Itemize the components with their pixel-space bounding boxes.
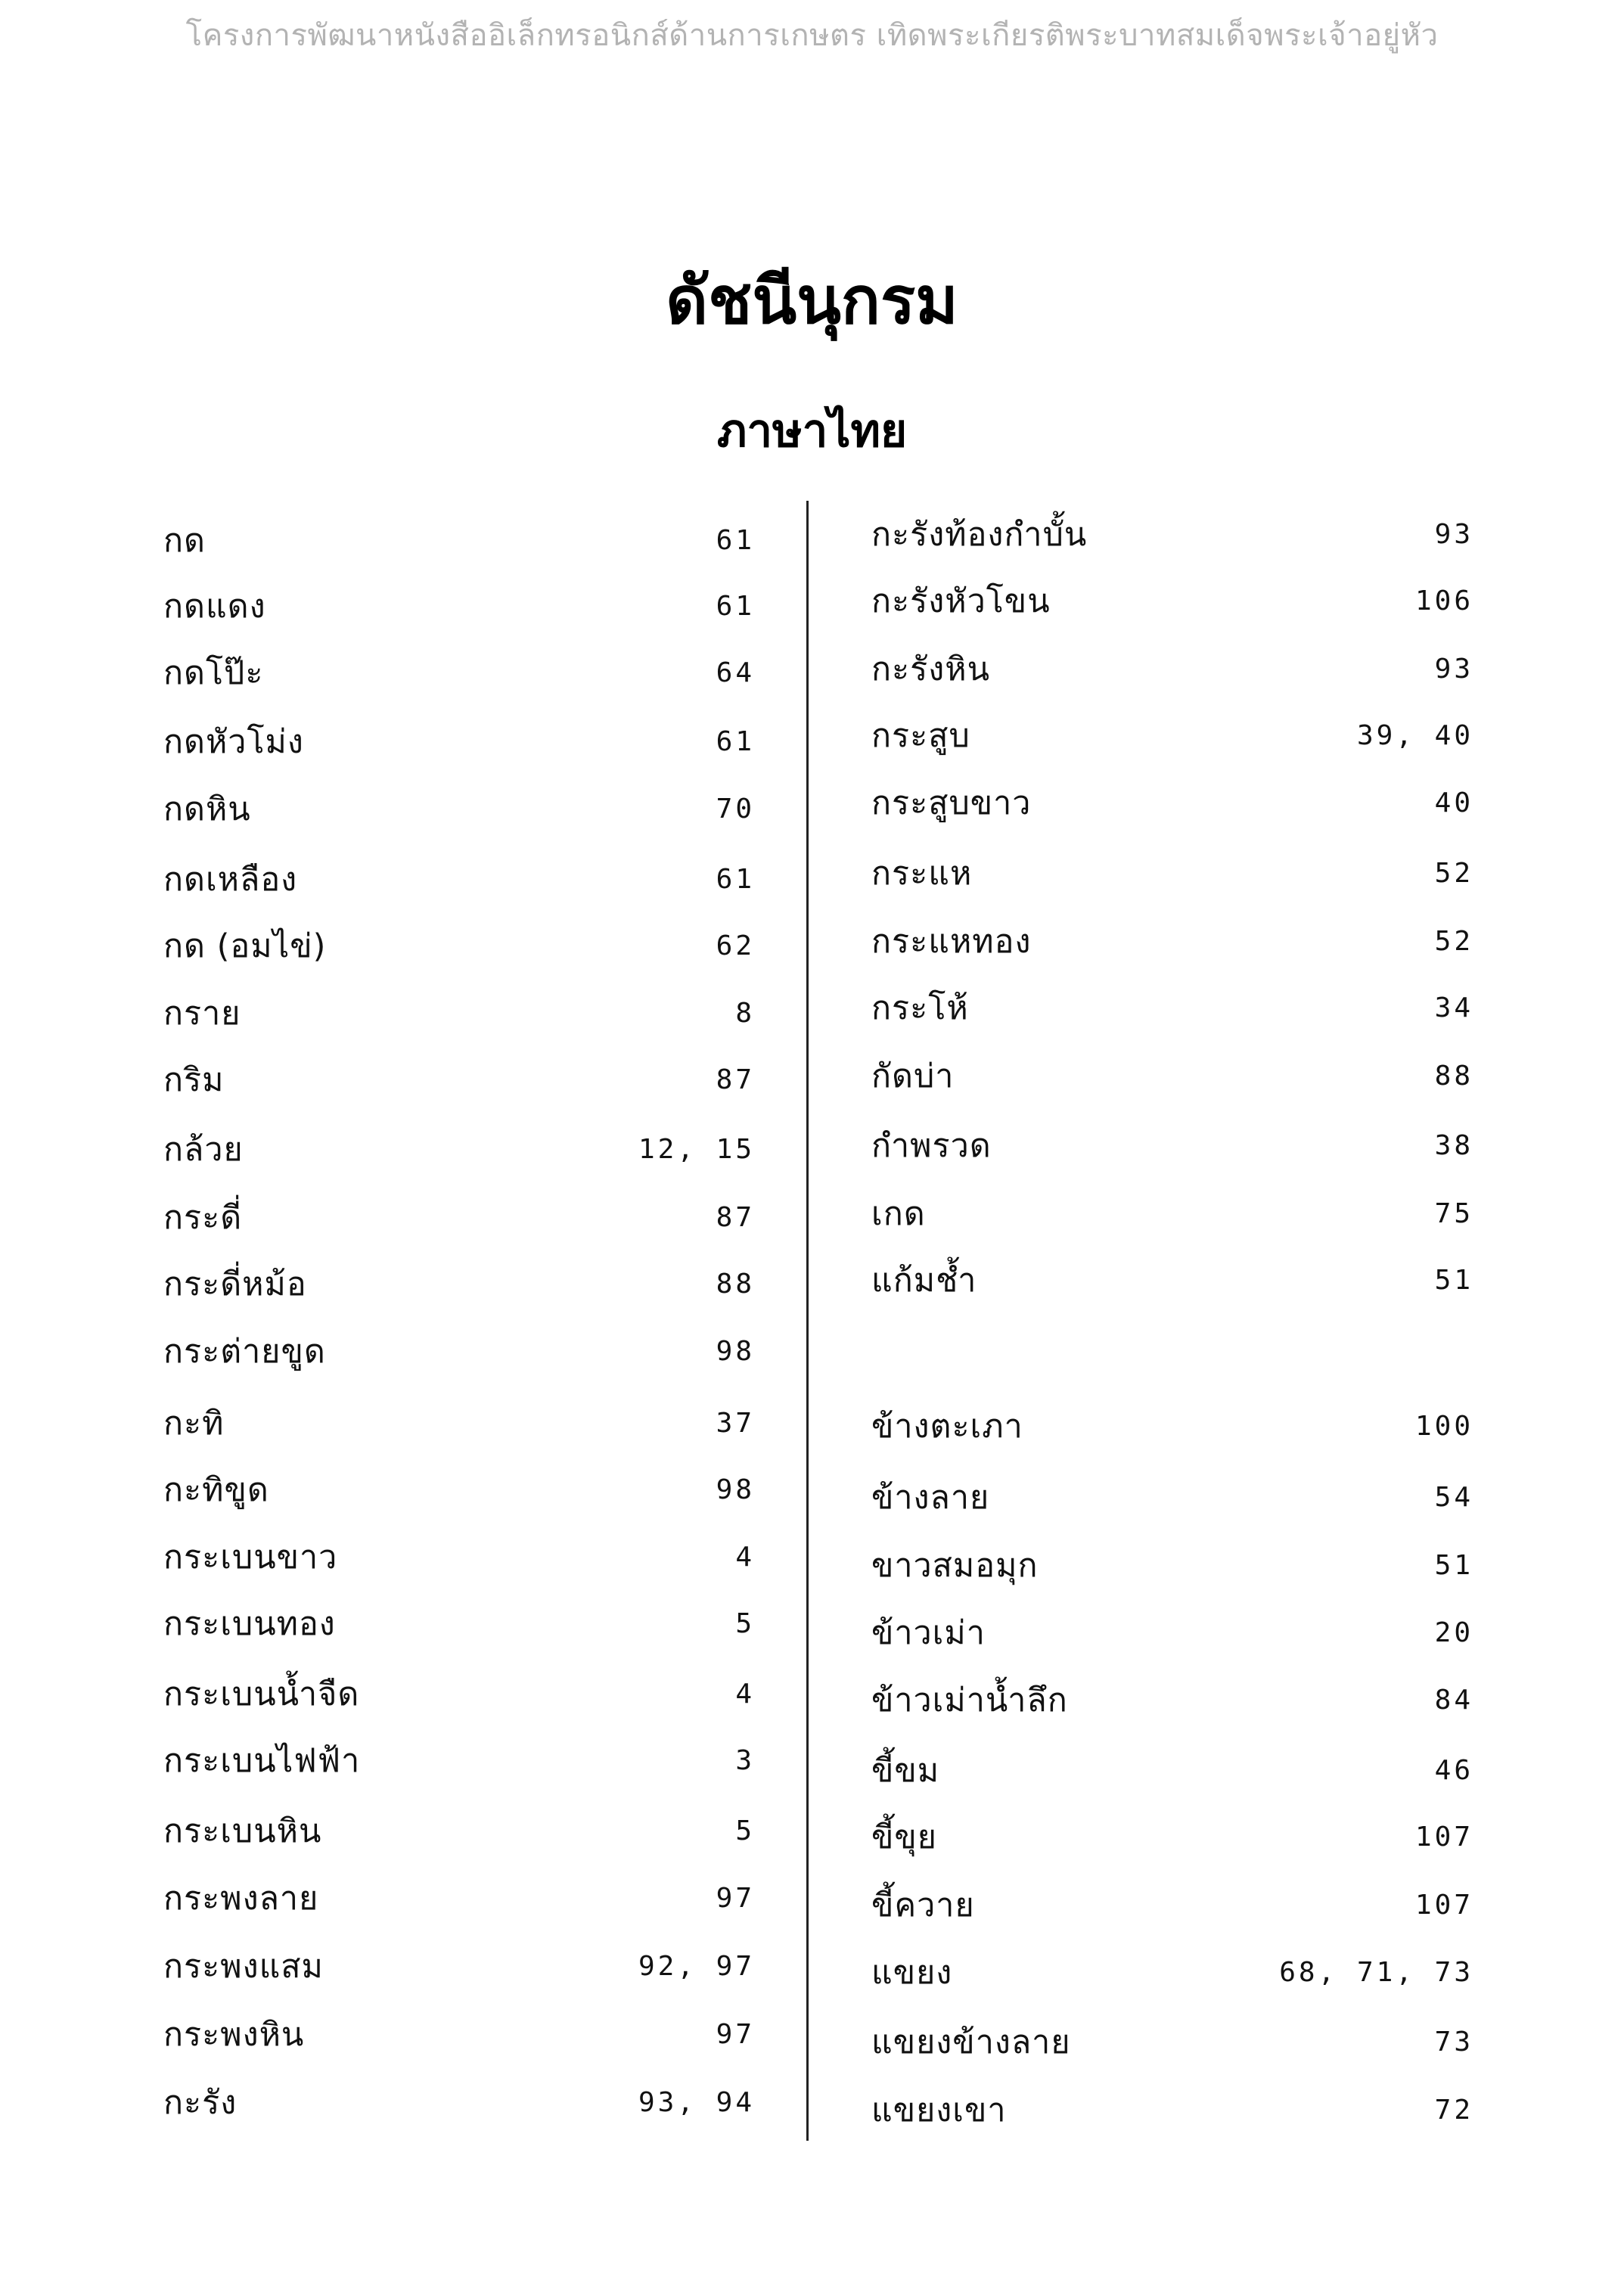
index-term: เกด bbox=[871, 1195, 926, 1233]
index-pages: 72 bbox=[1434, 2095, 1473, 2126]
index-pages: 107 bbox=[1414, 1890, 1473, 1921]
index-term: แก้มช้ำ bbox=[871, 1262, 977, 1300]
index-entry bbox=[163, 1940, 755, 1993]
index-pages: 4 bbox=[735, 1542, 755, 1573]
index-entry bbox=[871, 1120, 1473, 1172]
index-pages: 64 bbox=[716, 657, 755, 688]
index-pages: 54 bbox=[1434, 1482, 1473, 1513]
index-pages: 12, 15 bbox=[638, 1134, 755, 1165]
index-term: กดหิน bbox=[163, 790, 251, 828]
index-pages: 107 bbox=[1414, 1822, 1473, 1853]
index-entry bbox=[871, 575, 1473, 628]
index-pages: 61 bbox=[716, 591, 755, 622]
index-term: กะรังหิน bbox=[871, 651, 990, 688]
index-pages: 61 bbox=[716, 726, 755, 757]
index-term: กระพงหิน bbox=[163, 2016, 305, 2054]
index-term: กะรังท้องกำบั้น bbox=[871, 516, 1088, 554]
index-term: ข้างลาย bbox=[871, 1479, 990, 1517]
index-entry bbox=[163, 716, 755, 769]
index-entry bbox=[163, 920, 755, 973]
index-term: กระดี่หม้อ bbox=[163, 1266, 307, 1303]
index-entry bbox=[163, 1054, 755, 1107]
index-pages: 51 bbox=[1434, 1550, 1473, 1581]
index-term: กะทิขูด bbox=[163, 1471, 269, 1509]
index-term: กระเบนไฟฟ้า bbox=[163, 1742, 361, 1780]
index-entry bbox=[163, 1531, 755, 1584]
page-title: ดัชนีนุกรม bbox=[666, 262, 958, 339]
index-term: กระพงแสม bbox=[163, 1948, 324, 1986]
index-term: กะทิ bbox=[163, 1405, 225, 1443]
index-term: กดโป๊ะ bbox=[163, 654, 264, 692]
index-entry bbox=[163, 514, 755, 567]
index-pages: 61 bbox=[716, 864, 755, 895]
index-entry bbox=[871, 1539, 1473, 1592]
index-entry bbox=[871, 1400, 1473, 1453]
index-term: กดเหลือง bbox=[163, 861, 298, 899]
index-entry bbox=[871, 1471, 1473, 1524]
index-entry bbox=[871, 2084, 1473, 2137]
index-pages: 39, 40 bbox=[1356, 720, 1473, 751]
index-term: กล้วย bbox=[163, 1131, 244, 1169]
index-pages: 84 bbox=[1434, 1685, 1473, 1716]
index-term: ข้างตะเภา bbox=[871, 1408, 1023, 1446]
index-pages: 68, 71, 73 bbox=[1279, 1957, 1473, 1988]
index-entry bbox=[871, 1674, 1473, 1727]
index-entry bbox=[871, 1879, 1473, 1932]
index-pages: 20 bbox=[1434, 1617, 1473, 1648]
index-term: ขี้ขุย bbox=[871, 1818, 937, 1856]
index-term: กระโห้ bbox=[871, 989, 969, 1027]
index-pages: 52 bbox=[1434, 858, 1473, 889]
index-entry bbox=[163, 2076, 755, 2129]
column-divider bbox=[806, 501, 809, 2141]
index-term: กราย bbox=[163, 995, 241, 1033]
index-entry bbox=[871, 1607, 1473, 1660]
index-pages: 97 bbox=[716, 2019, 755, 2050]
index-pages: 93 bbox=[1434, 519, 1473, 550]
index-pages: 106 bbox=[1414, 585, 1473, 617]
index-entry bbox=[163, 1668, 755, 1721]
index-entry bbox=[871, 1946, 1473, 1999]
index-entry bbox=[871, 1744, 1473, 1797]
index-entry bbox=[871, 1811, 1473, 1864]
index-pages: 62 bbox=[716, 930, 755, 961]
index-pages: 46 bbox=[1434, 1755, 1473, 1786]
index-entry bbox=[871, 1254, 1473, 1307]
index-pages: 5 bbox=[735, 1608, 755, 1639]
index-pages: 38 bbox=[1434, 1130, 1473, 1161]
index-pages: 52 bbox=[1434, 926, 1473, 957]
index-entry bbox=[871, 1188, 1473, 1241]
index-entry bbox=[871, 508, 1473, 561]
index-term: กระพงลาย bbox=[163, 1880, 319, 1918]
index-term: กะรังหัวโขน bbox=[871, 582, 1051, 620]
index-entry bbox=[163, 1872, 755, 1925]
index-entry bbox=[163, 1464, 755, 1517]
section-title: ภาษาไทย bbox=[716, 405, 908, 458]
index-entry bbox=[163, 1598, 755, 1651]
index-term: กระต่ายขูด bbox=[163, 1333, 326, 1371]
index-pages: 92, 97 bbox=[638, 1951, 755, 1982]
index-pages: 87 bbox=[716, 1064, 755, 1095]
index-term: กระเบนขาว bbox=[163, 1539, 338, 1576]
index-entry bbox=[871, 643, 1473, 696]
index-term: กะรัง bbox=[163, 2084, 238, 2122]
index-term: แขยงเขา bbox=[871, 2092, 1007, 2129]
index-pages: 98 bbox=[716, 1336, 755, 1367]
index-entry bbox=[871, 982, 1473, 1035]
index-entry bbox=[163, 1191, 755, 1244]
index-term: กระแห bbox=[871, 855, 973, 893]
index-pages: 51 bbox=[1434, 1265, 1473, 1296]
index-entry bbox=[163, 2008, 755, 2061]
index-pages: 75 bbox=[1434, 1198, 1473, 1229]
index-entry bbox=[163, 853, 755, 906]
index-entry bbox=[871, 1050, 1473, 1103]
index-term: ขาวสมอมุก bbox=[871, 1547, 1039, 1585]
index-term: กระเบนหิน bbox=[163, 1812, 322, 1850]
index-term: แขยงข้างลาย bbox=[871, 2023, 1071, 2061]
index-entry bbox=[163, 1258, 755, 1311]
index-term: กด (อมไข่) bbox=[163, 927, 327, 965]
index-pages: 98 bbox=[716, 1474, 755, 1505]
index-entry bbox=[871, 710, 1473, 762]
index-term: กระเบนทอง bbox=[163, 1605, 336, 1643]
index-entry bbox=[163, 987, 755, 1040]
index-entry bbox=[163, 783, 755, 836]
index-term: ข้าวเม่าน้ำลึก bbox=[871, 1682, 1068, 1719]
index-pages: 97 bbox=[716, 1883, 755, 1914]
index-term: ขี้ขม bbox=[871, 1752, 940, 1790]
index-term: แขยง bbox=[871, 1954, 953, 1992]
index-entry bbox=[163, 1805, 755, 1858]
index-pages: 93 bbox=[1434, 654, 1473, 685]
index-entry bbox=[163, 1397, 755, 1450]
index-pages: 4 bbox=[735, 1679, 755, 1710]
index-term: ขี้ควาย bbox=[871, 1887, 975, 1924]
index-entry bbox=[871, 2016, 1473, 2069]
index-pages: 37 bbox=[716, 1408, 755, 1439]
index-entry bbox=[163, 1735, 755, 1787]
index-pages: 3 bbox=[735, 1745, 755, 1776]
index-pages: 88 bbox=[716, 1269, 755, 1300]
index-term: กระสูบ bbox=[871, 717, 970, 755]
index-pages: 88 bbox=[1434, 1061, 1473, 1092]
index-pages: 8 bbox=[735, 998, 755, 1029]
index-pages: 34 bbox=[1434, 992, 1473, 1023]
index-pages: 100 bbox=[1414, 1411, 1473, 1442]
index-term: กริม bbox=[163, 1061, 225, 1099]
index-entry bbox=[163, 580, 755, 633]
index-term: กัดบ่า bbox=[871, 1058, 955, 1095]
index-term: กดแดง bbox=[163, 588, 266, 626]
index-entry bbox=[163, 647, 755, 700]
index-term: กระเบนน้ำจืด bbox=[163, 1676, 360, 1713]
index-pages: 61 bbox=[716, 525, 755, 556]
index-pages: 70 bbox=[716, 794, 755, 825]
index-entry bbox=[871, 915, 1473, 968]
index-term: กระดี่ bbox=[163, 1199, 243, 1237]
index-pages: 87 bbox=[716, 1202, 755, 1233]
index-pages: 5 bbox=[735, 1815, 755, 1846]
index-pages: 73 bbox=[1434, 2027, 1473, 2058]
index-entry bbox=[871, 847, 1473, 900]
index-term: กด bbox=[163, 522, 206, 560]
header-project-line: โครงการพัฒนาหนังสืออิเล็กทรอนิกส์ด้านการเกษตร เทิดพระเกียรติพระบาทสมเด็จพระเจ้าอยู่หัว bbox=[185, 18, 1439, 53]
index-term: กำพรวด bbox=[871, 1127, 992, 1165]
index-pages: 40 bbox=[1434, 787, 1473, 818]
index-term: กระสูบขาว bbox=[871, 784, 1032, 822]
index-term: ข้าวเม่า bbox=[871, 1614, 986, 1652]
index-entry bbox=[163, 1123, 755, 1176]
index-term: กระแหทอง bbox=[871, 923, 1032, 961]
index-pages: 93, 94 bbox=[638, 2087, 755, 2118]
index-term: กดหัวโม่ง bbox=[163, 723, 304, 761]
index-entry bbox=[163, 1325, 755, 1378]
index-entry bbox=[871, 777, 1473, 830]
